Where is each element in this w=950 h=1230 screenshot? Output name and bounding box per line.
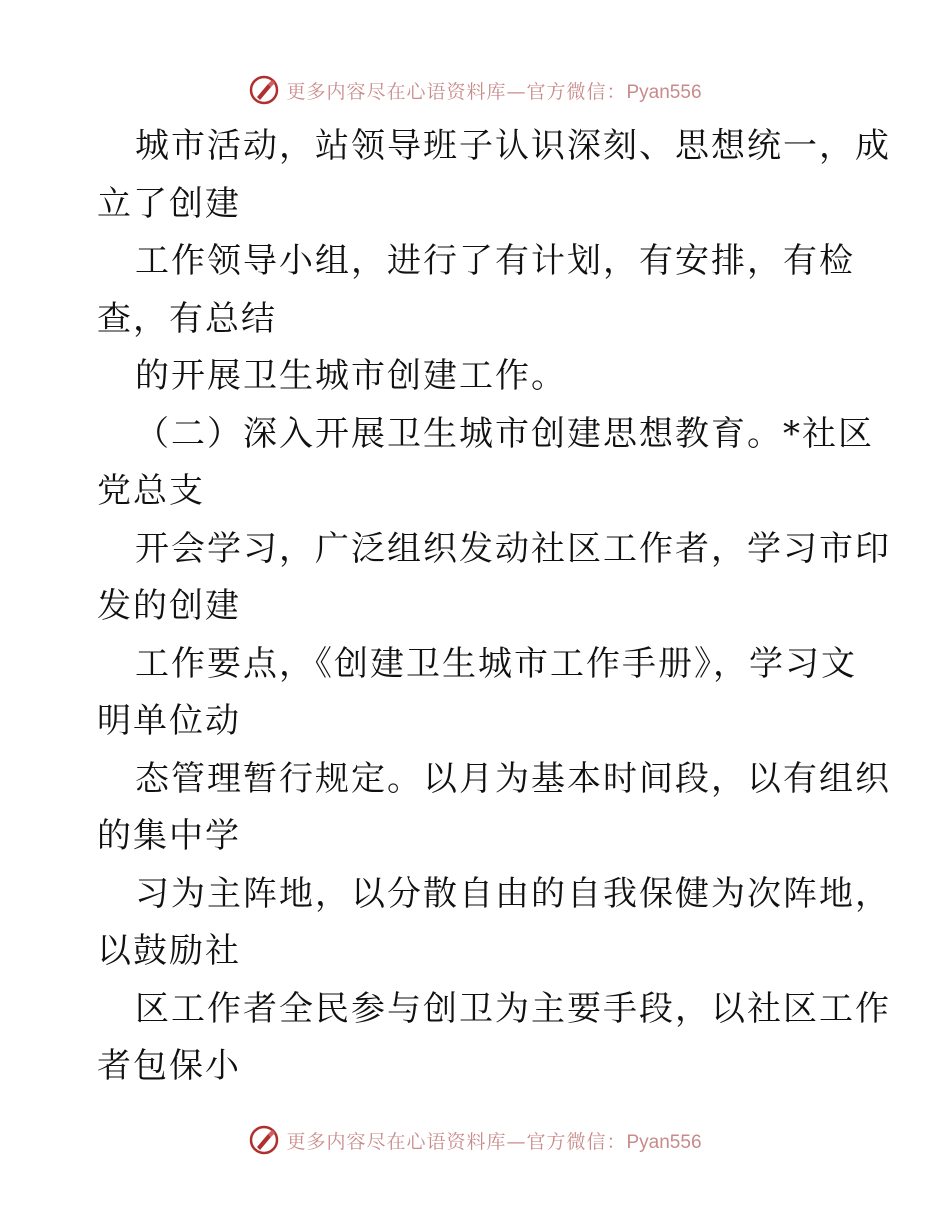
body-line: 城市活动，站领导班子认识深刻、思想统一，成 (135, 126, 891, 166)
section-heading-line: （二）深入开展卫生城市创建思想教育。*社区 (135, 413, 874, 454)
body-line: 以鼓励社 (97, 931, 241, 971)
body-line: 工作要点，《创建卫生城市工作手册》，学习文 (135, 643, 857, 684)
header-watermark (0, 70, 950, 110)
body-line: 的集中学 (97, 816, 241, 856)
pen-logo-icon (248, 1124, 280, 1156)
watermark-text: 更多内容尽在心语资料库—官方微信：Pyan556 (286, 1130, 702, 1153)
body-line: 者包保小 (97, 1046, 241, 1086)
body-line: 党总支 (97, 471, 205, 511)
body-line: 态管理暂行规定。以月为基本时间段，以有组织 (135, 758, 891, 799)
body-line: 习为主阵地，以分散自由的自我保健为次阵地， (135, 873, 891, 914)
body-line: 发的创建 (97, 586, 241, 626)
footer-watermark (0, 1120, 950, 1160)
body-line: 立了创建 (97, 183, 241, 224)
body-line: 明单位动 (97, 701, 241, 741)
pen-logo-icon (248, 74, 280, 106)
watermark-text: 更多内容尽在心语资料库—官方微信：Pyan556 (286, 80, 702, 103)
body-line: 的开展卫生城市创建工作。 (135, 356, 567, 396)
body-line: 开会学习，广泛组织发动社区工作者，学习市印 (135, 528, 891, 569)
document-body (97, 118, 891, 1096)
body-line: 查，有总结 (97, 298, 277, 339)
body-line: 工作领导小组，进行了有计划，有安排，有检 (135, 241, 855, 281)
body-line: 区工作者全民参与创卫为主要手段，以社区工作 (135, 988, 891, 1029)
